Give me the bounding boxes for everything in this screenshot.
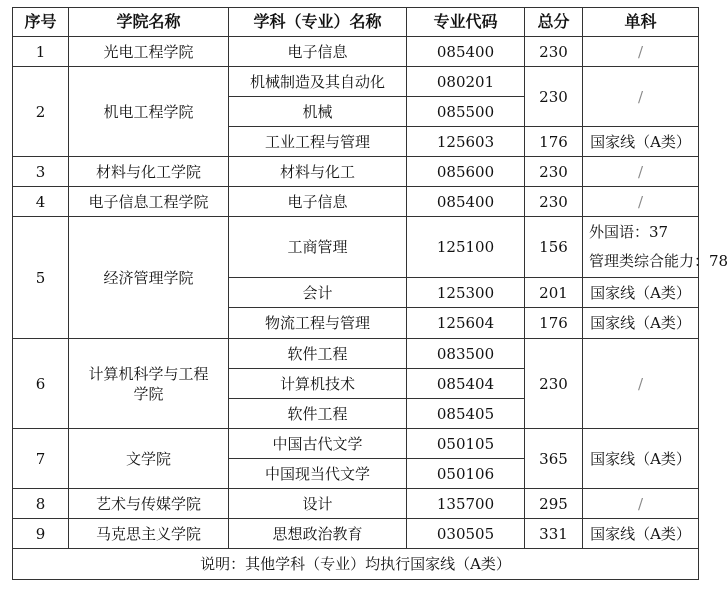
single-score-detail [583, 217, 728, 278]
major-name: 电子信息 [229, 187, 407, 217]
major-name: 软件工程 [229, 399, 407, 429]
score-table [12, 7, 728, 580]
header-single: 单科 [583, 8, 699, 37]
major-code: 085500 [407, 97, 525, 127]
total-score: 230 [525, 339, 583, 429]
major-code: 125604 [407, 308, 525, 339]
total-score: 201 [525, 278, 583, 308]
major-name: 中国现当代文学 [229, 459, 407, 489]
table-row [13, 157, 699, 187]
header-row [13, 8, 699, 37]
single-score: / [583, 37, 699, 67]
college-name: 艺术与传媒学院 [69, 489, 229, 519]
major-code: 125100 [407, 217, 525, 278]
table-row [13, 37, 699, 67]
college-name: 经济管理学院 [69, 217, 229, 339]
major-name: 会计 [229, 278, 407, 308]
note-row [13, 549, 699, 580]
single-score: 国家线（A类） [583, 127, 699, 157]
single-score: 国家线（A类） [583, 429, 699, 489]
total-score: 295 [525, 489, 583, 519]
college-name: 材料与化工学院 [69, 157, 229, 187]
total-score: 176 [525, 127, 583, 157]
major-name: 计算机技术 [229, 369, 407, 399]
row-number: 5 [13, 217, 69, 339]
single-score: / [583, 339, 699, 429]
major-name: 思想政治教育 [229, 519, 407, 549]
major-name: 工业工程与管理 [229, 127, 407, 157]
major-code: 050105 [407, 429, 525, 459]
major-name: 电子信息 [229, 37, 407, 67]
college-name [69, 339, 229, 429]
college-name: 电子信息工程学院 [69, 187, 229, 217]
total-score: 230 [525, 37, 583, 67]
single-score: 国家线（A类） [583, 308, 699, 339]
major-code: 085405 [407, 399, 525, 429]
major-name: 软件工程 [229, 339, 407, 369]
row-number: 8 [13, 489, 69, 519]
major-name: 中国古代文学 [229, 429, 407, 459]
score-table-container [12, 7, 728, 580]
major-code: 085404 [407, 369, 525, 399]
table-row [13, 519, 699, 549]
table-row [13, 67, 699, 97]
table-row [13, 217, 699, 278]
major-name: 工商管理 [229, 217, 407, 278]
major-code: 085600 [407, 157, 525, 187]
college-name: 机电工程学院 [69, 67, 229, 157]
college-name-line: 学院 [133, 384, 164, 403]
major-name: 物流工程与管理 [229, 308, 407, 339]
table-row [13, 187, 699, 217]
single-score: / [583, 187, 699, 217]
major-name: 设计 [229, 489, 407, 519]
major-code: 125300 [407, 278, 525, 308]
single-score-line: 管理类综合能力：78 [589, 252, 728, 270]
row-number: 3 [13, 157, 69, 187]
header-total: 总分 [525, 8, 583, 37]
table-note: 说明：其他学科（专业）均执行国家线（A类） [13, 549, 699, 580]
single-score: / [583, 67, 699, 127]
major-code: 085400 [407, 37, 525, 67]
total-score: 230 [525, 67, 583, 127]
major-code: 083500 [407, 339, 525, 369]
college-name: 马克思主义学院 [69, 519, 229, 549]
row-number: 7 [13, 429, 69, 489]
header-major: 学科（专业）名称 [229, 8, 407, 37]
single-score: 国家线（A类） [583, 519, 699, 549]
total-score: 230 [525, 157, 583, 187]
major-name: 机械 [229, 97, 407, 127]
college-name: 光电工程学院 [69, 37, 229, 67]
single-score: 国家线（A类） [583, 278, 699, 308]
total-score: 156 [525, 217, 583, 278]
row-number: 2 [13, 67, 69, 157]
header-college: 学院名称 [69, 8, 229, 37]
total-score: 365 [525, 429, 583, 489]
college-name-line: 计算机科学与工程 [88, 364, 209, 383]
total-score: 331 [525, 519, 583, 549]
major-code: 135700 [407, 489, 525, 519]
table-row [13, 339, 699, 369]
major-code: 125603 [407, 127, 525, 157]
major-code: 080201 [407, 67, 525, 97]
major-code: 085400 [407, 187, 525, 217]
total-score: 176 [525, 308, 583, 339]
major-name: 机械制造及其自动化 [229, 67, 407, 97]
header-no: 序号 [13, 8, 69, 37]
major-code: 050106 [407, 459, 525, 489]
total-score: 230 [525, 187, 583, 217]
header-code: 专业代码 [407, 8, 525, 37]
row-number: 4 [13, 187, 69, 217]
major-name: 材料与化工 [229, 157, 407, 187]
major-code: 030505 [407, 519, 525, 549]
row-number: 1 [13, 37, 69, 67]
table-row [13, 489, 699, 519]
table-row [13, 429, 699, 459]
single-score: / [583, 489, 699, 519]
single-score-line: 外国语：37 [589, 223, 669, 241]
single-score: / [583, 157, 699, 187]
college-name: 文学院 [69, 429, 229, 489]
row-number: 9 [13, 519, 69, 549]
row-number: 6 [13, 339, 69, 429]
